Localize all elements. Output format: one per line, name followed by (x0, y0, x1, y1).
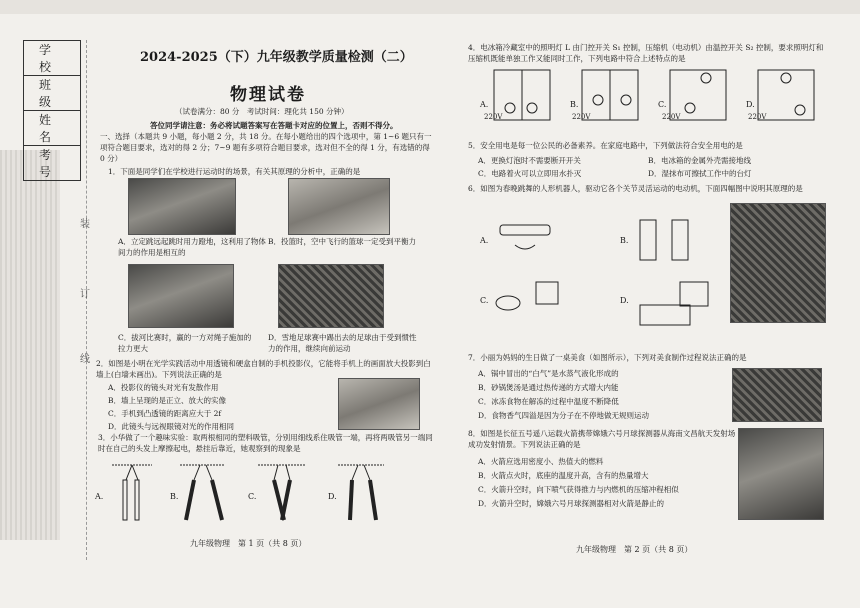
battery-icon (536, 282, 558, 304)
q3-option-a: A. (95, 492, 104, 501)
name-field: 姓 名 (24, 111, 81, 146)
exam-number-field: 考 号 (24, 146, 81, 181)
q7-food-photo (732, 368, 822, 422)
scan-margin-shadow (0, 150, 60, 540)
motor-icon (701, 73, 711, 83)
q3-c-straw (282, 480, 290, 520)
magnet-icon (500, 225, 550, 235)
q6-option-b: B. (620, 236, 629, 245)
q3-d-straw (370, 480, 376, 520)
q1-option-c: C．拔河比赛时，赢的一方对绳子施加的拉力更大 (118, 333, 252, 353)
q4-voltage-c: 220V (662, 113, 681, 121)
q1-photo-long-jump (128, 178, 236, 235)
q4-voltage-d: 220V (748, 113, 767, 121)
subject-title: 物理试卷 (230, 85, 306, 105)
q4-voltage-b: 220V (572, 113, 591, 121)
magnet-frame (640, 305, 690, 325)
q7-option-a: A．锅中冒出的“白气”是水蒸气液化形成的 (478, 369, 619, 378)
q5-option-b: B．电冰箱的金属外壳需接地线 (648, 156, 752, 165)
rotation-arrow (515, 245, 535, 249)
exam-meta: （试卷满分：80 分 考试时间：理化共 150 分钟） (175, 107, 349, 116)
q7-option-c: C．冰冻食物在解冻的过程中温度不断降低 (478, 397, 619, 406)
q8-option-c: C．火箭升空时，向下喷气获得推力与内燃机的压缩冲程相似 (478, 485, 679, 494)
binding-char: 线 (80, 354, 90, 365)
q1-option-b: B．投篮时，空中飞行的篮球一定受到平衡力 (268, 237, 417, 246)
electromagnet-icon (640, 220, 656, 260)
q1-photo-snow-football (278, 264, 384, 328)
q3-a-straw (135, 480, 139, 520)
question-5-stem: 5．安全用电是每一位公民的必备素养。在家庭电路中，下列做法符合安全用电的是 (468, 141, 743, 150)
q6-robot-photo (730, 203, 826, 323)
q3-d-straw (350, 480, 352, 520)
q2-option-a: A．投影仪的镜头对光有发散作用 (108, 383, 219, 392)
page-2-footer: 九年级物理 第 2 页（共 8 页） (576, 545, 693, 554)
q6-option-d: D. (620, 296, 629, 305)
q3-option-c: C. (248, 492, 257, 501)
q5-option-d: D．湿抹布可擦拭工作中的台灯 (648, 169, 752, 178)
q8-rocket-photo (738, 428, 824, 520)
q8-option-b: B．火箭点火时，底座的温度升高，含有的热量增大 (478, 471, 649, 480)
q3-option-d: D. (328, 492, 337, 501)
exam-title: 2024-2025（下）九年级教学质量检测（二） (140, 50, 413, 65)
q4-option-c: C. (658, 100, 667, 109)
lamp-icon (685, 103, 695, 113)
q4-option-a: A. (480, 100, 489, 109)
lamp-icon (795, 105, 805, 115)
page-1-footer: 九年级物理 第 1 页（共 8 页） (190, 539, 307, 548)
motor-icon (781, 73, 791, 83)
q6-option-a: A. (480, 236, 489, 245)
q4-voltage-a: 220V (484, 113, 503, 121)
question-6-stem: 6．如图为春晚跳舞的人形机器人，驱动它各个关节灵活运动的电动机，下面四幅图中说明其原理的是 (468, 184, 803, 193)
q2-projector-photo (338, 378, 420, 430)
question-3-stem: 3．小华做了一个趣味实验：取两根相同的塑料吸管，分别用细线系住吸管一端，再将两吸管另一端同时在自己的头发上摩擦起电，悬挂后靠近，她观察到的现象是 (98, 433, 433, 453)
q1-photo-tug-of-war (128, 264, 234, 328)
motor-icon (505, 103, 515, 113)
q2-option-b: B．墙上呈现的是正立、放大的实像 (108, 396, 227, 405)
q6-option-c: C. (480, 296, 489, 305)
q1-option-a: A．立定跳远起跳时用力蹬地，这利用了物体间力的作用是相互的 (118, 237, 266, 257)
section-instructions: 一、选择（本题共 9 小题，每小题 2 分，共 18 分。在每小题给出的四个选项中，第 1~6 题只有一项符合题目要求，选对的得 2 分；7~9 题有多项符合题目要求，选对但不全的得 1 分，有选错的得 0 分） (100, 132, 432, 163)
q8-option-a: A．火箭应选用密度小、热值大的燃料 (478, 457, 604, 466)
binding-char: 装 (80, 219, 90, 230)
binding-line (86, 40, 87, 560)
binding-char: 订 (80, 289, 90, 300)
lamp-icon (527, 103, 537, 113)
q8-option-d: D．火箭升空时，嫦娥六号月球探测器相对火箭是静止的 (478, 499, 665, 508)
q3-c-straw (274, 480, 284, 520)
q5-option-c: C．电路着火可以立即用水扑灭 (478, 169, 582, 178)
student-info-table (23, 40, 81, 181)
q2-option-d: D．此镜头与远视眼镜对光的作用相同 (108, 422, 235, 431)
question-4-stem: 4．电冰箱冷藏室中的照明灯 L 由门控开关 S₁ 控制，压缩机（电动机）由温控开关 S₂ 控制，要求照明灯和压缩机既能单独工作又能同时工作，下列电路中符合上述特点的是 (468, 43, 824, 63)
lamp-icon (593, 95, 603, 105)
q3-option-b: B. (170, 492, 179, 501)
question-8-stem: 8．如图是长征五号遥八运载火箭携带嫦娥六号月球探测器从海南文昌航天发射场成功发射情景。下列说法正确的是 (468, 429, 736, 449)
q3-b-straw (186, 480, 194, 520)
q7-option-b: B．砂锅煲汤是通过热传递的方式增大内能 (478, 383, 619, 392)
q2-option-c: C．手机到凸透镜的距离应大于 2f (108, 409, 222, 418)
motor-icon (621, 95, 631, 105)
q1-option-d: D．雪地足球赛中踢出去的足球由于受到惯性力的作用，继续向前运动 (268, 333, 417, 353)
electromagnet-icon (672, 220, 688, 260)
question-1-stem: 1．下面是同学们在学校进行运动时的场景，有关其原理的分析中，正确的是 (108, 167, 361, 176)
class-field: 班 级 (24, 76, 81, 111)
question-7-stem: 7．小丽为妈妈的生日做了一桌美食（如图所示），下列对美食制作过程说法正确的是 (468, 353, 747, 362)
motor-icon (496, 296, 520, 310)
q3-b-straw (212, 480, 222, 520)
q3-a-straw (123, 480, 127, 520)
q7-option-d: D．食物香气四溢是因为分子在不停地做无规则运动 (478, 411, 650, 420)
q5-option-a: A．更换灯泡时不需要断开开关 (478, 156, 581, 165)
q4-option-d: D. (746, 100, 755, 109)
scan-edge (0, 0, 860, 14)
q4-option-b: B. (570, 100, 579, 109)
question-2-stem: 2．如图是小明在光学实践活动中用透镜和硬盒自制的手机投影仪，它能将手机上的画面放大投影到白墙上(白墙未画出)。下列说法正确的是 (96, 359, 431, 379)
school-field: 学 校 (24, 41, 81, 76)
q1-photo-basketball (288, 178, 390, 235)
galvanometer-icon (680, 282, 708, 306)
exam-notice: 答位同学请注意：务必将试题答案写在答题卡对应的位置上，否则不得分。 (150, 121, 398, 130)
